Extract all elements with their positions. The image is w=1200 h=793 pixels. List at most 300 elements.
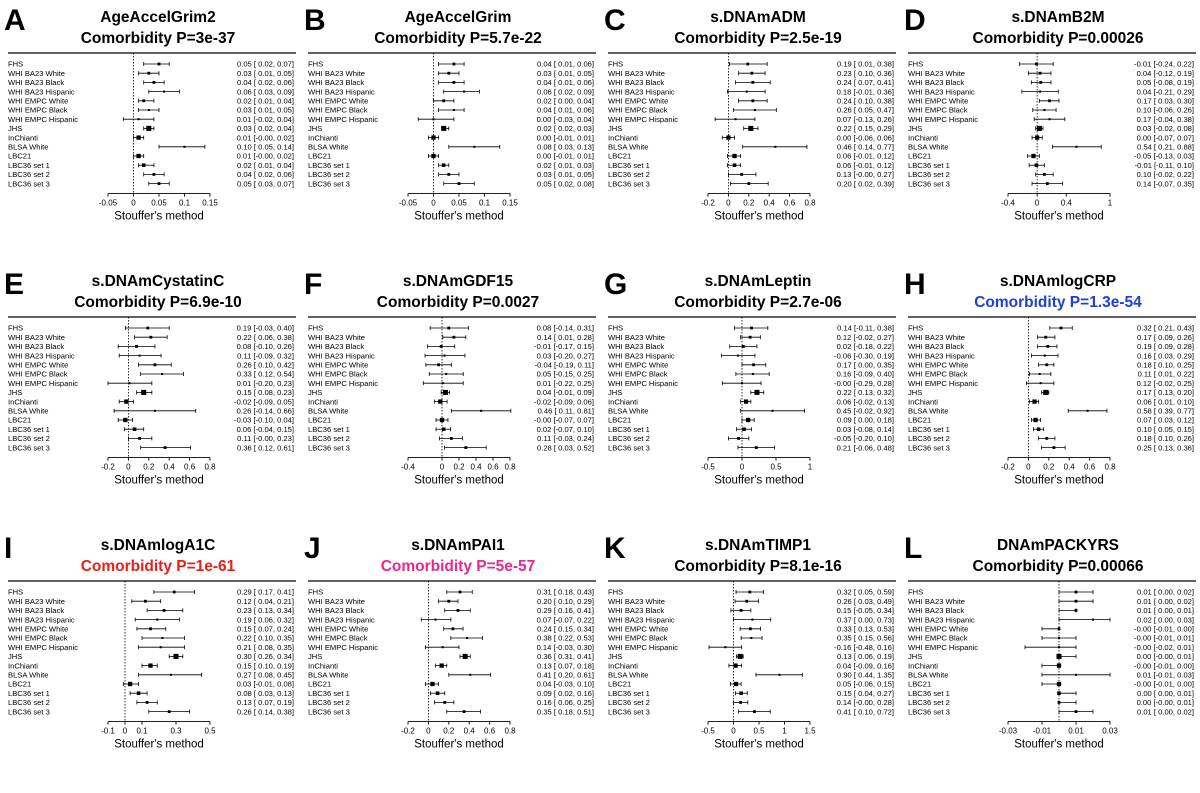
estimate-ci-label: 0.11 [ 0.01, 0.22] <box>1137 369 1194 379</box>
study-label: LBC36 set 2 <box>308 434 350 444</box>
point-estimate <box>432 118 434 120</box>
x-axis-title: Stouffer's method <box>1014 210 1104 223</box>
estimate-ci-label: 0.26 [ 0.14, 0.38] <box>237 707 294 717</box>
point-estimate <box>1075 146 1077 148</box>
estimate-ci-label: 0.04 [-0.12, 0.19] <box>1136 68 1194 78</box>
x-tick-label: 0 <box>126 462 131 472</box>
x-axis-title: Stouffer's method <box>114 474 204 487</box>
x-tick-label: -0.05 <box>98 198 118 208</box>
estimate-ci-label: 0.08 [ 0.03, 0.13] <box>237 688 294 698</box>
point-estimate <box>751 99 754 102</box>
panel-letter: A <box>4 4 26 37</box>
estimate-ci-label: 0.13 [ 0.07, 0.19] <box>237 698 294 708</box>
estimate-ci-label: -0.00 [-0.01, 0.00] <box>1134 624 1194 634</box>
study-label: LBC36 set 1 <box>8 688 50 698</box>
study-label: LBC36 set 2 <box>908 698 950 708</box>
point-estimate <box>431 135 435 139</box>
point-estimate <box>453 63 456 66</box>
study-label: BLSA White <box>8 670 49 680</box>
estimate-ci-label: 0.04 [-0.21, 0.29] <box>1136 87 1194 97</box>
study-label: LBC36 set 1 <box>308 160 350 170</box>
x-tick-label: 0 <box>1026 462 1031 472</box>
point-estimate <box>1044 336 1047 339</box>
panel-title: AgeAccelGrim2 <box>100 9 216 26</box>
point-estimate <box>170 674 172 676</box>
point-estimate <box>442 163 446 167</box>
estimate-ci-label: -0.06 [-0.30, 0.19] <box>834 351 894 361</box>
panel-subtitle: Comorbidity P=1.3e-54 <box>974 294 1142 311</box>
panel-title: s.DNAmCystatinC <box>91 273 225 290</box>
estimate-ci-label: 0.18 [-0.01, 0.36] <box>836 87 894 97</box>
estimate-ci-label: 0.41 [ 0.10, 0.72] <box>837 707 894 717</box>
point-estimate <box>148 109 150 111</box>
estimate-ci-label: 0.03 [-0.01, 0.08] <box>236 679 294 689</box>
estimate-ci-label: 0.22 [ 0.10, 0.35] <box>237 633 294 643</box>
point-estimate <box>1037 126 1042 131</box>
estimate-ci-label: 0.00 [ 0.00, 0.01] <box>1137 688 1194 698</box>
x-tick-label: -0.2 <box>101 462 115 472</box>
x-tick-label: 0.1 <box>178 198 191 208</box>
panel-subtitle: Comorbidity P=6.9e-10 <box>74 294 242 311</box>
study-label: LBC36 set 3 <box>308 179 350 189</box>
study-label: WHI BA23 White <box>8 332 65 342</box>
x-tick-label: 0 <box>426 726 431 736</box>
point-estimate <box>732 154 736 158</box>
panel-letter: K <box>604 532 626 565</box>
estimate-ci-label: 0.02 [ 0.00, 0.03] <box>1137 615 1194 625</box>
study-label: WHI BA23 Black <box>608 606 665 616</box>
point-estimate <box>436 691 440 695</box>
point-estimate <box>463 91 465 93</box>
x-tick-label: 0 <box>739 462 745 472</box>
study-label: LBC21 <box>308 415 332 425</box>
point-estimate <box>447 327 450 330</box>
x-tick-label: -0.5 <box>701 462 715 472</box>
estimate-ci-label: 0.36 [ 0.31, 0.41] <box>537 652 594 662</box>
point-estimate <box>755 446 758 449</box>
point-estimate <box>441 126 446 131</box>
study-label: WHI BA23 White <box>608 596 665 606</box>
estimate-ci-label: 0.14 [-0.07, 0.35] <box>1136 179 1194 189</box>
study-label: JHS <box>8 652 23 662</box>
study-label: JHS <box>308 652 323 662</box>
study-label: FHS <box>908 587 924 597</box>
study-label: InChianti <box>608 133 638 143</box>
x-tick-label: 0.05 <box>451 198 467 208</box>
x-tick-label: 0.8 <box>504 462 516 472</box>
study-label: WHI EMPC Black <box>908 369 968 379</box>
study-label: WHI EMPC Hispanic <box>908 642 979 652</box>
estimate-ci-label: 0.03 [ 0.01, 0.05] <box>237 105 294 115</box>
x-tick-label: 0 <box>1034 198 1040 208</box>
estimate-ci-label: 0.18 [ 0.10, 0.25] <box>1137 360 1194 370</box>
estimate-ci-label: 0.21 [-0.06, 0.48] <box>836 443 894 453</box>
estimate-ci-label: 0.23 [ 0.10, 0.36] <box>837 68 894 78</box>
x-tick-label: 0.8 <box>504 726 516 736</box>
point-estimate <box>154 410 156 412</box>
forest-panel-h <box>900 264 1200 528</box>
panel-title: s.DNAmB2M <box>1011 9 1105 26</box>
x-tick-label: 0.01 <box>1068 726 1084 736</box>
forest-panel-svg <box>300 528 600 792</box>
point-estimate <box>149 627 152 630</box>
x-tick-label: 0.2 <box>143 462 155 472</box>
x-axis-title: Stouffer's method <box>714 474 804 487</box>
point-estimate <box>749 627 752 630</box>
estimate-ci-label: -0.00 [-0.29, 0.28] <box>834 378 894 388</box>
estimate-ci-label: 0.14 [-0.03, 0.30] <box>536 642 594 652</box>
point-estimate <box>458 182 461 185</box>
point-estimate <box>141 390 146 395</box>
point-estimate <box>1057 663 1061 667</box>
study-label: LBC36 set 2 <box>608 170 650 180</box>
panel-letter: J <box>304 532 321 565</box>
study-label: LBC21 <box>908 415 932 425</box>
point-estimate <box>161 637 163 639</box>
point-estimate <box>1075 591 1078 594</box>
panel-title: s.DNAmTIMP1 <box>705 537 811 554</box>
x-tick-label: 0.2 <box>443 726 455 736</box>
study-label: WHI EMPC Black <box>608 105 668 115</box>
point-estimate <box>146 701 149 704</box>
estimate-ci-label: 0.19 [ 0.09, 0.28] <box>1137 342 1194 352</box>
x-axis-title: Stouffer's method <box>114 738 204 751</box>
panel-title: s.DNAmlogCRP <box>999 273 1117 290</box>
point-estimate <box>163 91 165 93</box>
study-label: InChianti <box>608 661 638 671</box>
estimate-ci-label: 0.02 [ 0.01, 0.03] <box>537 160 594 170</box>
forest-panel-svg <box>900 528 1200 792</box>
point-estimate <box>740 173 743 176</box>
forest-panel-d <box>900 0 1200 264</box>
study-label: WHI BA23 Hispanic <box>608 351 675 361</box>
point-estimate <box>747 182 750 185</box>
forest-panel-svg <box>0 264 300 528</box>
point-estimate <box>437 363 440 366</box>
x-axis-title: Stouffer's method <box>1014 738 1104 751</box>
point-estimate <box>751 81 754 84</box>
study-label: LBC36 set 3 <box>308 707 350 717</box>
panel-subtitle: Comorbidity P=0.0027 <box>376 294 540 311</box>
point-estimate <box>1039 91 1041 93</box>
study-label: LBC36 set 1 <box>608 688 650 698</box>
panel-subtitle: Comorbidity P=5.7e-22 <box>374 30 542 47</box>
estimate-ci-label: 0.07 [ 0.03, 0.12] <box>1137 415 1194 425</box>
point-estimate <box>1048 99 1051 102</box>
panel-subtitle: Comorbidity P=5e-57 <box>380 558 536 575</box>
point-estimate <box>746 418 750 422</box>
study-label: WHI BA23 Black <box>8 342 65 352</box>
x-tick-label: -0.2 <box>701 198 715 208</box>
panel-subtitle: Comorbidity P=1e-61 <box>80 558 236 575</box>
point-estimate <box>442 382 444 384</box>
point-estimate <box>447 72 450 75</box>
point-estimate <box>469 674 471 676</box>
panel-letter: G <box>604 268 628 301</box>
x-tick-label: 0.6 <box>484 726 496 736</box>
point-estimate <box>752 363 755 366</box>
study-label: WHI EMPC Hispanic <box>608 642 679 652</box>
point-estimate <box>124 399 128 403</box>
point-estimate <box>1039 81 1042 84</box>
study-label: LBC36 set 3 <box>908 707 950 717</box>
estimate-ci-label: -0.01 [-0.24, 0.22] <box>1134 59 1194 69</box>
point-estimate <box>734 682 738 686</box>
estimate-ci-label: 0.00 [-0.03, 0.04] <box>536 114 594 124</box>
estimate-ci-label: 0.29 [ 0.16, 0.41] <box>537 606 594 616</box>
study-label: FHS <box>308 59 324 69</box>
study-label: WHI EMPC White <box>8 96 69 106</box>
estimate-ci-label: 0.05 [ 0.02, 0.07] <box>237 59 294 69</box>
estimate-ci-label: 0.05 [-0.08, 0.19] <box>1136 78 1194 88</box>
panel-letter: I <box>4 532 13 565</box>
study-label: BLSA White <box>608 142 649 152</box>
estimate-ci-label: 0.12 [-0.02, 0.27] <box>836 332 894 342</box>
point-estimate <box>453 109 455 111</box>
forest-panel-k <box>600 528 900 792</box>
x-tick-label: 0.03 <box>1102 726 1118 736</box>
study-label: LBC36 set 2 <box>8 170 50 180</box>
estimate-ci-label: 0.23 [ 0.13, 0.34] <box>237 606 294 616</box>
study-label: JHS <box>8 124 23 134</box>
study-label: WHI EMPC Black <box>608 633 668 643</box>
study-label: WHI BA23 White <box>308 596 365 606</box>
estimate-ci-label: 0.11 [-0.09, 0.32] <box>237 351 294 361</box>
x-tick-label: 0.15 <box>502 198 518 208</box>
panel-subtitle: Comorbidity P=0.00066 <box>972 558 1144 575</box>
study-label: InChianti <box>8 661 38 671</box>
forest-panel-c <box>600 0 900 264</box>
x-tick-label: 1 <box>807 462 813 472</box>
point-estimate <box>146 327 149 330</box>
point-estimate <box>443 701 446 704</box>
estimate-ci-label: 0.05 [ 0.02, 0.08] <box>537 179 594 189</box>
point-estimate <box>445 373 447 375</box>
point-estimate <box>1035 63 1038 66</box>
panel-subtitle: Comorbidity P=3e-37 <box>80 30 236 47</box>
estimate-ci-label: 0.01 [-0.22, 0.25] <box>536 378 594 388</box>
point-estimate <box>158 182 161 185</box>
study-label: FHS <box>908 59 924 69</box>
estimate-ci-label: -0.03 [-0.10, 0.04] <box>234 415 294 425</box>
point-estimate <box>453 81 456 84</box>
panel-subtitle: Comorbidity P=8.1e-16 <box>674 558 842 575</box>
panel-letter: B <box>304 4 326 37</box>
point-estimate <box>1045 437 1048 440</box>
point-estimate <box>774 146 776 148</box>
point-estimate <box>1043 390 1048 395</box>
study-label: LBC21 <box>608 151 632 161</box>
panel-subtitle: Comorbidity P=0.00026 <box>972 30 1144 47</box>
point-estimate <box>749 336 752 339</box>
point-estimate <box>752 373 754 375</box>
point-estimate <box>453 336 456 339</box>
study-label: WHI BA23 Hispanic <box>608 615 675 625</box>
point-estimate <box>128 682 132 686</box>
study-label: WHI BA23 White <box>8 596 65 606</box>
point-estimate <box>1045 363 1048 366</box>
forest-panel-f <box>300 264 600 528</box>
study-label: LBC36 set 3 <box>8 179 50 189</box>
study-label: WHI BA23 Black <box>308 342 365 352</box>
point-estimate <box>745 600 748 603</box>
study-label: InChianti <box>608 397 638 407</box>
study-label: WHI EMPC Hispanic <box>608 114 679 124</box>
point-estimate <box>435 619 437 621</box>
point-estimate <box>128 382 130 384</box>
point-estimate <box>1087 410 1089 412</box>
estimate-ci-label: 0.04 [-0.03, 0.10] <box>536 679 594 689</box>
estimate-ci-label: 0.01 [-0.01, 0.03] <box>1136 670 1194 680</box>
study-label: WHI EMPC Black <box>908 633 968 643</box>
panel-title: s.DNAmGDF15 <box>402 273 514 290</box>
study-label: InChianti <box>308 397 338 407</box>
point-estimate <box>746 91 748 93</box>
study-label: InChianti <box>308 661 338 671</box>
point-estimate <box>1057 682 1061 686</box>
x-tick-label: 0 <box>439 462 445 472</box>
study-label: LBC36 set 2 <box>8 434 50 444</box>
point-estimate <box>139 355 141 357</box>
study-label: WHI BA23 Black <box>308 78 365 88</box>
x-tick-label: -0.2 <box>401 726 415 736</box>
estimate-ci-label: 0.01 [-0.00, 0.02] <box>236 133 294 143</box>
study-label: WHI EMPC White <box>608 360 669 370</box>
study-label: WHI BA23 Hispanic <box>8 87 75 97</box>
estimate-ci-label: 0.17 [-0.04, 0.38] <box>1136 114 1194 124</box>
estimate-ci-label: 0.20 [ 0.10, 0.29] <box>537 596 594 606</box>
study-label: LBC21 <box>908 679 932 689</box>
x-tick-label: 0.05 <box>151 198 167 208</box>
study-label: FHS <box>608 323 624 333</box>
estimate-ci-label: 0.05 [-0.15, 0.25] <box>536 369 594 379</box>
point-estimate <box>737 355 739 357</box>
estimate-ci-label: 0.06 [-0.01, 0.12] <box>836 151 894 161</box>
point-estimate <box>1057 691 1061 695</box>
study-label: WHI BA23 Hispanic <box>908 351 975 361</box>
study-label: WHI BA23 Black <box>908 78 965 88</box>
estimate-ci-label: 0.27 [ 0.08, 0.45] <box>237 670 294 680</box>
estimate-ci-label: 0.19 [ 0.06, 0.32] <box>237 615 294 625</box>
point-estimate <box>737 437 740 440</box>
x-tick-label: 0 <box>431 198 436 208</box>
point-estimate <box>1049 118 1051 120</box>
estimate-ci-label: 0.13 [-0.00, 0.27] <box>836 170 894 180</box>
point-estimate <box>142 99 145 102</box>
estimate-ci-label: 0.09 [ 0.02, 0.16] <box>537 688 594 698</box>
point-estimate <box>726 135 730 139</box>
point-estimate <box>138 437 141 440</box>
study-label: WHI EMPC Hispanic <box>308 114 379 124</box>
study-label: LBC21 <box>308 679 332 689</box>
study-label: WHI BA23 White <box>308 68 365 78</box>
study-label: WHI EMPC Hispanic <box>8 114 79 124</box>
study-label: WHI EMPC Hispanic <box>908 378 979 388</box>
study-label: JHS <box>608 652 623 662</box>
study-label: LBC21 <box>308 151 332 161</box>
x-tick-label: 0 <box>122 726 128 736</box>
study-label: WHI BA23 Hispanic <box>908 615 975 625</box>
x-tick-label: 0.4 <box>163 462 175 472</box>
estimate-ci-label: 0.26 [ 0.03, 0.49] <box>837 596 894 606</box>
estimate-ci-label: 0.00 [-0.01, 0.01] <box>536 151 594 161</box>
estimate-ci-label: 0.03 [ 0.01, 0.05] <box>537 68 594 78</box>
estimate-ci-label: 0.46 [ 0.11, 0.81] <box>537 406 594 416</box>
point-estimate <box>156 619 158 621</box>
study-label: JHS <box>608 388 623 398</box>
study-label: LBC36 set 2 <box>608 434 650 444</box>
study-label: WHI BA23 Hispanic <box>908 87 975 97</box>
estimate-ci-label: 0.30 [ 0.26, 0.34] <box>237 652 294 662</box>
point-estimate <box>443 390 448 395</box>
estimate-ci-label: 0.28 [ 0.03, 0.52] <box>537 443 594 453</box>
study-label: BLSA White <box>308 142 349 152</box>
estimate-ci-label: 0.03 [-0.20, 0.27] <box>536 351 594 361</box>
study-label: BLSA White <box>908 406 949 416</box>
point-estimate <box>739 701 742 704</box>
point-estimate <box>1039 373 1041 375</box>
study-label: WHI EMPC White <box>608 96 669 106</box>
estimate-ci-label: 0.13 [ 0.07, 0.18] <box>537 661 594 671</box>
estimate-ci-label: 0.90 [ 0.44, 1.35] <box>837 670 894 680</box>
estimate-ci-label: 0.13 [ 0.06, 0.19] <box>837 652 894 662</box>
point-estimate <box>748 126 753 131</box>
panel-title: s.DNAmADM <box>710 9 806 26</box>
estimate-ci-label: -0.16 [-0.48, 0.16] <box>834 642 894 652</box>
estimate-ci-label: 0.58 [ 0.39, 0.77] <box>1137 406 1194 416</box>
estimate-ci-label: 0.03 [-0.02, 0.08] <box>1136 124 1194 134</box>
forest-panel-svg <box>600 0 900 264</box>
panel-letter: C <box>604 4 626 37</box>
estimate-ci-label: 0.03 [-0.08, 0.14] <box>836 424 894 434</box>
estimate-ci-label: 0.10 [-0.06, 0.26] <box>1136 105 1194 115</box>
point-estimate <box>173 654 178 659</box>
estimate-ci-label: 0.32 [ 0.21, 0.43] <box>1137 323 1194 333</box>
panel-title: s.DNAmLeptin <box>704 273 812 290</box>
study-label: LBC21 <box>8 679 32 689</box>
point-estimate <box>133 427 137 431</box>
study-label: InChianti <box>308 133 338 143</box>
point-estimate <box>148 663 152 667</box>
study-label: WHI EMPC Black <box>8 369 68 379</box>
estimate-ci-label: 0.02 [-0.07, 0.10] <box>536 424 594 434</box>
estimate-ci-label: 0.06 [ 0.02, 0.09] <box>537 87 594 97</box>
point-estimate <box>154 363 157 366</box>
point-estimate <box>430 682 434 686</box>
x-tick-label: 0.3 <box>170 726 182 736</box>
point-estimate <box>442 99 445 102</box>
point-estimate <box>1031 154 1035 158</box>
point-estimate <box>733 163 737 167</box>
estimate-ci-label: 0.45 [-0.02, 0.92] <box>836 406 894 416</box>
point-estimate <box>754 109 756 111</box>
study-label: InChianti <box>8 133 38 143</box>
point-estimate <box>160 646 162 648</box>
study-label: FHS <box>8 59 24 69</box>
x-axis-title: Stouffer's method <box>414 210 504 223</box>
forest-panel-svg <box>900 264 1200 528</box>
point-estimate <box>450 437 453 440</box>
study-label: WHI EMPC Hispanic <box>8 378 79 388</box>
estimate-ci-label: -0.05 [-0.13, 0.03] <box>1134 151 1194 161</box>
study-label: WHI EMPC White <box>8 360 69 370</box>
point-estimate <box>1039 72 1042 75</box>
estimate-ci-label: 0.19 [-0.03, 0.40] <box>236 323 294 333</box>
study-label: LBC36 set 3 <box>908 179 950 189</box>
estimate-ci-label: 0.04 [ 0.02, 0.06] <box>237 170 294 180</box>
study-label: LBC36 set 1 <box>8 160 50 170</box>
estimate-ci-label: 0.06 [ 0.03, 0.09] <box>237 87 294 97</box>
